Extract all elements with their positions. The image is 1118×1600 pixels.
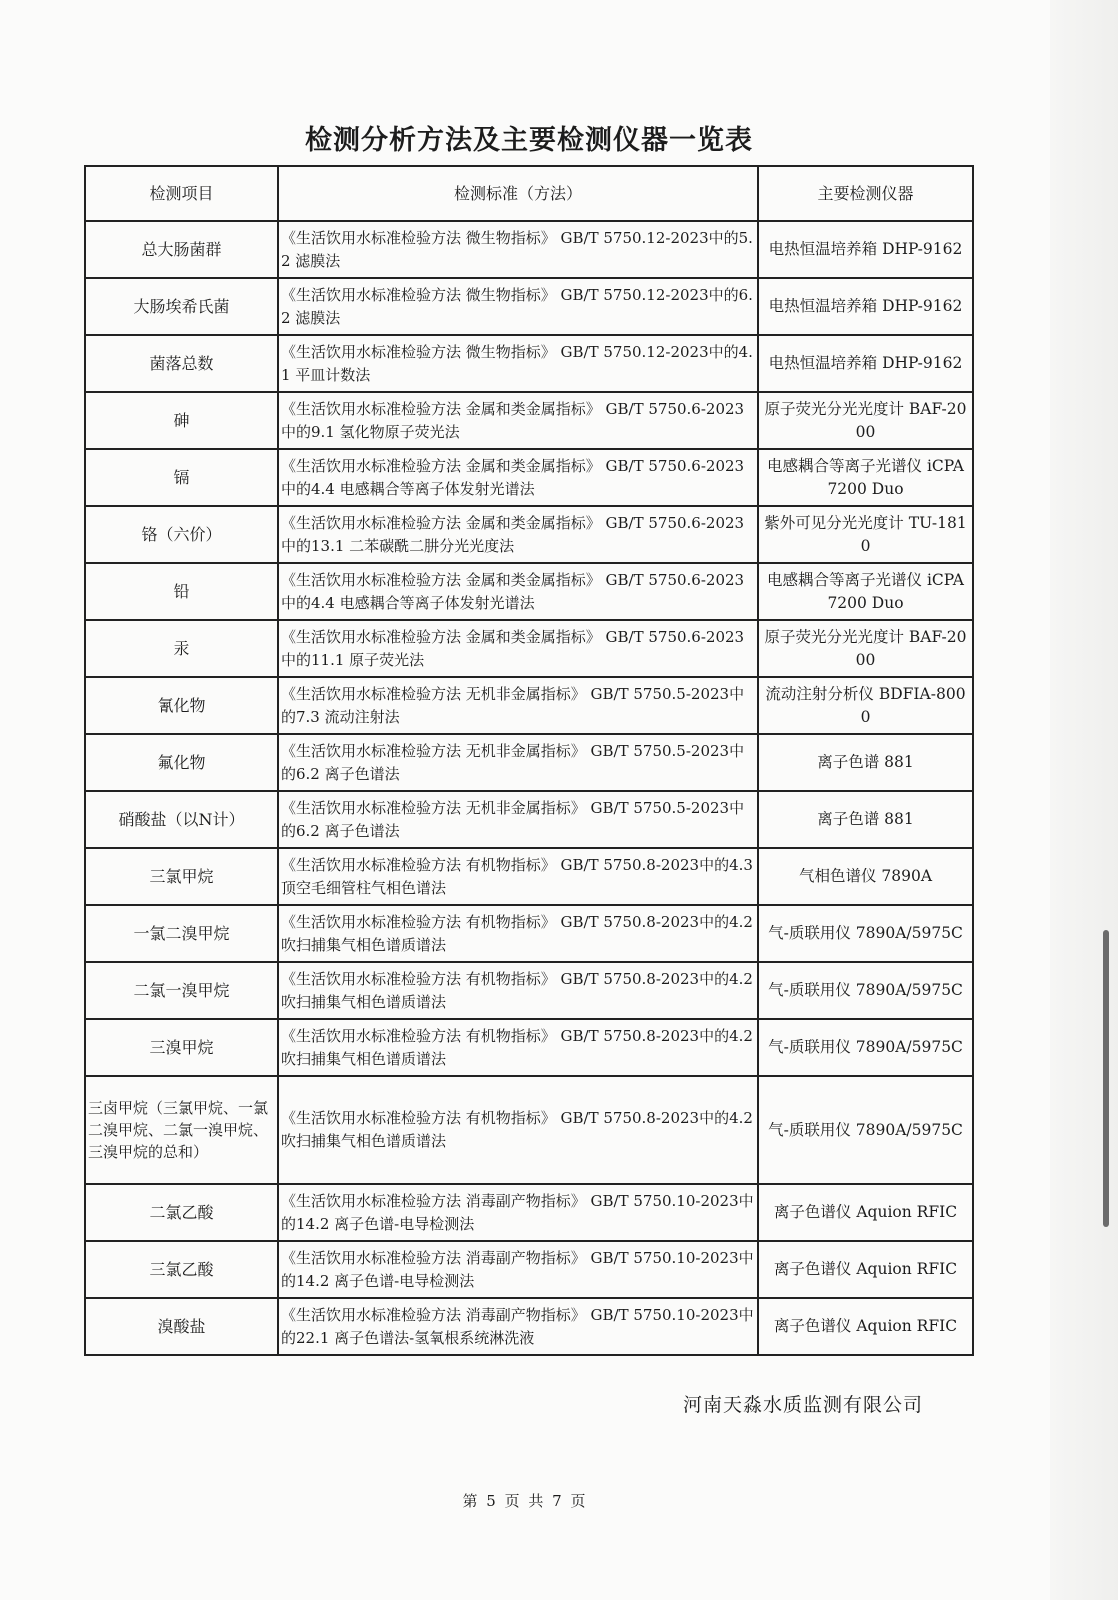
instrument-cell: 电热恒温培养箱 DHP-9162 — [758, 221, 973, 278]
standard-cell: 《生活饮用水标准检验方法 金属和类金属指标》 GB/T 5750.6-2023中的9.1 氢化物原子荧光法 — [278, 392, 758, 449]
instrument-cell: 气相色谱仪 7890A — [758, 848, 973, 905]
instrument-cell: 离子色谱 881 — [758, 791, 973, 848]
table-row — [85, 962, 973, 1019]
table-row — [85, 563, 973, 620]
table-row — [85, 677, 973, 734]
item-cell: 铬（六价） — [85, 506, 278, 563]
table-row — [85, 506, 973, 563]
item-cell: 菌落总数 — [85, 335, 278, 392]
item-cell: 三卤甲烷（三氯甲烷、一氯二溴甲烷、二氯一溴甲烷、三溴甲烷的总和） — [85, 1076, 278, 1184]
header-standard: 检测标准（方法） — [278, 166, 758, 221]
item-cell: 砷 — [85, 392, 278, 449]
vertical-scrollbar[interactable] — [1103, 930, 1109, 1227]
standard-cell: 《生活饮用水标准检验方法 无机非金属指标》 GB/T 5750.5-2023中的7.3 流动注射法 — [278, 677, 758, 734]
header-item: 检测项目 — [85, 166, 278, 221]
table-row — [85, 791, 973, 848]
table-row — [85, 1184, 973, 1241]
instrument-cell: 离子色谱 881 — [758, 734, 973, 791]
item-cell: 三氯乙酸 — [85, 1241, 278, 1298]
standard-cell: 《生活饮用水标准检验方法 金属和类金属指标》 GB/T 5750.6-2023中的4.4 电感耦合等离子体发射光谱法 — [278, 449, 758, 506]
standard-cell: 《生活饮用水标准检验方法 金属和类金属指标》 GB/T 5750.6-2023中的4.4 电感耦合等离子体发射光谱法 — [278, 563, 758, 620]
header-instrument: 主要检测仪器 — [758, 166, 973, 221]
table-row — [85, 905, 973, 962]
instrument-cell: 电热恒温培养箱 DHP-9162 — [758, 278, 973, 335]
standard-cell: 《生活饮用水标准检验方法 微生物指标》 GB/T 5750.12-2023中的4.1 平皿计数法 — [278, 335, 758, 392]
item-cell: 二氯一溴甲烷 — [85, 962, 278, 1019]
table-row — [85, 392, 973, 449]
table-header-row — [85, 166, 973, 221]
standard-cell: 《生活饮用水标准检验方法 微生物指标》 GB/T 5750.12-2023中的5.2 滤膜法 — [278, 221, 758, 278]
methods-table — [84, 165, 974, 1356]
standard-cell: 《生活饮用水标准检验方法 无机非金属指标》 GB/T 5750.5-2023中的6.2 离子色谱法 — [278, 791, 758, 848]
instrument-cell: 原子荧光分光光度计 BAF-2000 — [758, 392, 973, 449]
standard-cell: 《生活饮用水标准检验方法 有机物指标》 GB/T 5750.8-2023中的4.2 吹扫捕集气相色谱质谱法 — [278, 905, 758, 962]
standard-cell: 《生活饮用水标准检验方法 金属和类金属指标》 GB/T 5750.6-2023中的11.1 原子荧光法 — [278, 620, 758, 677]
instrument-cell: 原子荧光分光光度计 BAF-2000 — [758, 620, 973, 677]
item-cell: 硝酸盐（以N计） — [85, 791, 278, 848]
item-cell: 三氯甲烷 — [85, 848, 278, 905]
instrument-cell: 电热恒温培养箱 DHP-9162 — [758, 335, 973, 392]
standard-cell: 《生活饮用水标准检验方法 有机物指标》 GB/T 5750.8-2023中的4.2 吹扫捕集气相色谱质谱法 — [278, 1019, 758, 1076]
instrument-cell: 气-质联用仪 7890A/5975C — [758, 1076, 973, 1184]
item-cell: 氰化物 — [85, 677, 278, 734]
standard-cell: 《生活饮用水标准检验方法 金属和类金属指标》 GB/T 5750.6-2023中的13.1 二苯碳酰二肼分光光度法 — [278, 506, 758, 563]
standard-cell: 《生活饮用水标准检验方法 有机物指标》 GB/T 5750.8-2023中的4.3 顶空毛细管柱气相色谱法 — [278, 848, 758, 905]
item-cell: 铅 — [85, 563, 278, 620]
item-cell: 汞 — [85, 620, 278, 677]
standard-cell: 《生活饮用水标准检验方法 有机物指标》 GB/T 5750.8-2023中的4.2 吹扫捕集气相色谱质谱法 — [278, 962, 758, 1019]
item-cell: 总大肠菌群 — [85, 221, 278, 278]
standard-cell: 《生活饮用水标准检验方法 消毒副产物指标》 GB/T 5750.10-2023中的22.1 离子色谱法-氢氧根系统淋洗液 — [278, 1298, 758, 1355]
item-cell: 二氯乙酸 — [85, 1184, 278, 1241]
table-row — [85, 1298, 973, 1355]
item-cell: 溴酸盐 — [85, 1298, 278, 1355]
item-cell: 镉 — [85, 449, 278, 506]
item-cell: 大肠埃希氏菌 — [85, 278, 278, 335]
table-row — [85, 848, 973, 905]
instrument-cell: 电感耦合等离子光谱仪 iCPA 7200 Duo — [758, 449, 973, 506]
standard-cell: 《生活饮用水标准检验方法 消毒副产物指标》 GB/T 5750.10-2023中的14.2 离子色谱-电导检测法 — [278, 1184, 758, 1241]
item-cell: 氟化物 — [85, 734, 278, 791]
table-row — [85, 221, 973, 278]
standard-cell: 《生活饮用水标准检验方法 消毒副产物指标》 GB/T 5750.10-2023中的14.2 离子色谱-电导检测法 — [278, 1241, 758, 1298]
table-row — [85, 278, 973, 335]
instrument-cell: 气-质联用仪 7890A/5975C — [758, 905, 973, 962]
page-number: 第 5 页 共 7 页 — [462, 1492, 588, 1510]
instrument-cell: 离子色谱仪 Aquion RFIC — [758, 1184, 973, 1241]
instrument-cell: 紫外可见分光光度计 TU-1810 — [758, 506, 973, 563]
item-cell: 三溴甲烷 — [85, 1019, 278, 1076]
item-cell: 一氯二溴甲烷 — [85, 905, 278, 962]
standard-cell: 《生活饮用水标准检验方法 无机非金属指标》 GB/T 5750.5-2023中的6.2 离子色谱法 — [278, 734, 758, 791]
page-margin — [1050, 0, 1118, 1600]
page-title: 检测分析方法及主要检测仪器一览表 — [305, 125, 753, 156]
table-row — [85, 335, 973, 392]
company-name: 河南天淼水质监测有限公司 — [682, 1394, 923, 1416]
table-row — [85, 449, 973, 506]
instrument-cell: 离子色谱仪 Aquion RFIC — [758, 1298, 973, 1355]
table-row — [85, 1241, 973, 1298]
instrument-cell: 流动注射分析仪 BDFIA-8000 — [758, 677, 973, 734]
instrument-cell: 气-质联用仪 7890A/5975C — [758, 1019, 973, 1076]
table-row — [85, 620, 973, 677]
standard-cell: 《生活饮用水标准检验方法 有机物指标》 GB/T 5750.8-2023中的4.2 吹扫捕集气相色谱质谱法 — [278, 1076, 758, 1184]
table-row — [85, 1076, 973, 1184]
table-row — [85, 1019, 973, 1076]
instrument-cell: 离子色谱仪 Aquion RFIC — [758, 1241, 973, 1298]
instrument-cell: 气-质联用仪 7890A/5975C — [758, 962, 973, 1019]
standard-cell: 《生活饮用水标准检验方法 微生物指标》 GB/T 5750.12-2023中的6.2 滤膜法 — [278, 278, 758, 335]
table-row — [85, 734, 973, 791]
instrument-cell: 电感耦合等离子光谱仪 iCPA 7200 Duo — [758, 563, 973, 620]
